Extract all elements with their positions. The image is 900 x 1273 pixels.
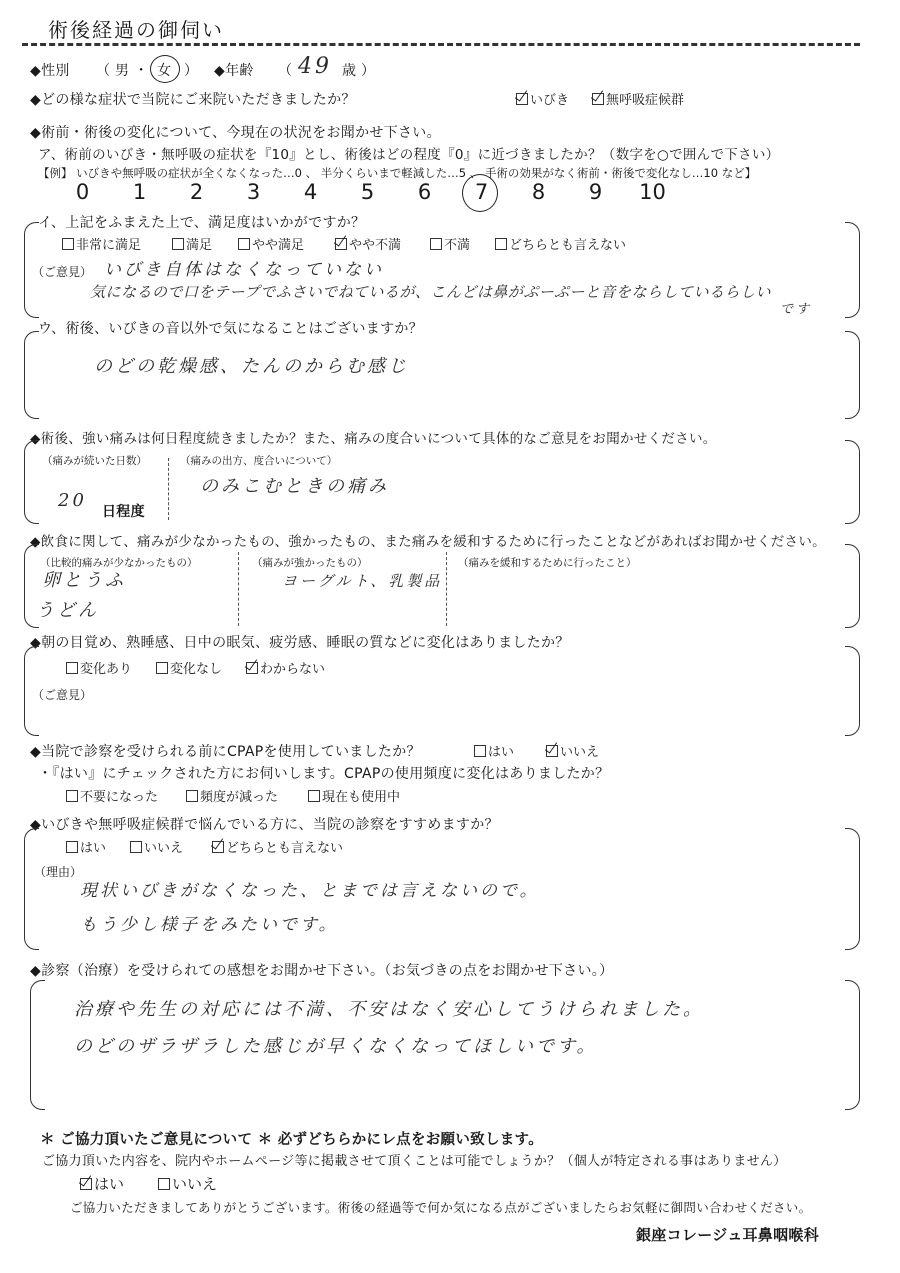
q1-option-apnea[interactable] [592, 89, 684, 108]
q7-text: ◆朝の目覚め、熟睡感、日中の眠気、疲労感、睡眠の質などに変化はありましたか？ [30, 635, 570, 651]
sex-label: ◆性別 [30, 63, 70, 79]
scale-5[interactable]: 5 [360, 180, 375, 204]
q9-option-label: どちらとも言えない [226, 841, 344, 856]
footer-thanks: ご協力いただきましてありがとうございます。術後の経過等で何か気になる点がございましたらお気軽に御問い合わせください。 [70, 1200, 812, 1215]
q6-col3-label: （痛みを緩和するために行ったこと） [458, 557, 637, 569]
scale-2[interactable]: 2 [189, 180, 204, 204]
q8-sub-option-2[interactable] [308, 786, 400, 805]
q7-option-label: 変化なし [170, 662, 223, 677]
q3-text: イ、上記をふまえた上で、満足度はいかがですか？ [38, 215, 366, 231]
scale-7[interactable]: 7 [474, 180, 489, 204]
checkbox-icon[interactable] [516, 93, 528, 105]
checkbox-icon[interactable] [66, 841, 78, 853]
q6-col1-label: （比較的痛みが少なかったもの） [40, 557, 198, 569]
q9-option-label: はい [80, 841, 107, 856]
scale-4[interactable]: 4 [303, 180, 318, 204]
age-label: ◆年齢 [214, 63, 254, 79]
sex-close: ） [184, 63, 199, 79]
q8-sub-option-label: 頻度が減った [200, 790, 279, 805]
checkbox-icon[interactable] [238, 238, 250, 250]
age-value[interactable]: 49 [298, 54, 332, 79]
scale-1[interactable]: 1 [132, 180, 147, 204]
checkbox-icon[interactable] [430, 238, 442, 250]
checkbox-icon[interactable] [158, 1178, 170, 1190]
q8-sub-option-label: 現在も使用中 [322, 790, 401, 805]
q6-col2-label: （痛みが強かったもの） [252, 557, 368, 569]
q5-text: ◆術後、強い痛みは何日程度続きましたか？また、痛みの度合いについて具体的なご意見をお聞かせください。 [30, 431, 717, 447]
q6-divider-2 [446, 552, 447, 626]
q9-option-0[interactable] [66, 837, 106, 856]
q3-option-0[interactable] [62, 234, 141, 253]
scale-0[interactable]: 0 [75, 180, 90, 204]
q2-sub: ア、術前のいびき・無呼吸の症状を『10』とし、術後はどの程度『0』に近づきましたか？（数字を○で囲んで下さい） [38, 147, 780, 163]
checkbox-icon[interactable] [172, 238, 184, 250]
checkbox-icon[interactable] [130, 841, 142, 853]
q9-option-label: いいえ [144, 841, 184, 856]
q8-sub-option-0[interactable] [66, 786, 158, 805]
checkbox-icon[interactable] [546, 745, 558, 757]
q7-comment-label: （ご意見） [32, 688, 93, 702]
q10-answer-line[interactable]: 治療や先生の対応には不満、不安はなく安心してうけられました。 [74, 999, 704, 1020]
footer-question: ご協力頂いた内容を、院内やホームページ等に掲載させて頂くことは可能でしょうか？（個人が特定される事はありません） [42, 1154, 787, 1169]
q8-text: ◆当院で診察を受けられる前にCPAPを使用していましたか？ [30, 744, 421, 760]
q1-option-snoring[interactable] [516, 89, 569, 108]
q6-divider-1 [238, 552, 239, 626]
q5-divider [168, 458, 169, 520]
scale-6[interactable]: 6 [417, 180, 432, 204]
q8-sub-option-1[interactable] [186, 786, 278, 805]
q2-example: 【例】 いびきや無呼吸の症状が全くなくなった…0 、 半分くらいまで軽減した…5 、 手術の効果がなく術前・術後で変化なし…10 など】 [38, 166, 757, 180]
footer-option-label: はい [94, 1175, 125, 1193]
sex-female-option[interactable]: 女 [157, 63, 172, 79]
q7-option-0[interactable] [66, 658, 132, 677]
q8-sub-option-label: 不要になった [80, 790, 159, 805]
checkbox-icon[interactable] [246, 662, 258, 674]
scale-selected-circle [462, 174, 498, 212]
q8-option-no[interactable] [546, 741, 599, 760]
scale-9[interactable]: 9 [588, 180, 603, 204]
age-unit: 歳 ） [342, 63, 376, 79]
q9-reason-line[interactable]: もう少し様子をみたいです。 [80, 915, 339, 935]
q8-option-label: いいえ [560, 745, 600, 760]
page-title: 術後経過の御伺い [48, 18, 224, 42]
q7-option-2[interactable] [246, 658, 325, 677]
footer-option-label: いいえ [172, 1175, 218, 1193]
q4-text: ウ、術後、いびきの音以外で気になることはございますか？ [38, 321, 423, 337]
q9-option-2[interactable] [212, 837, 343, 856]
footer-option-no[interactable] [158, 1173, 217, 1194]
q5-days-unit: 日程度 [102, 504, 145, 520]
checkbox-icon[interactable] [474, 745, 486, 757]
q2-scale [54, 180, 681, 204]
q10-answer-line[interactable]: のどのザラザラした感じが早くなくなってほしいです。 [74, 1036, 598, 1057]
q5-days-value[interactable]: 20 [58, 490, 87, 511]
q7-comment-box [24, 646, 860, 736]
q5-days-label: （痛みが続いた日数） [42, 455, 147, 467]
q3-comment-line[interactable]: いびき自体はなくなっていない [104, 260, 384, 280]
q9-text: ◆いびきや無呼吸症候群で悩んでいる方に、当院の診察をすすめますか？ [30, 817, 499, 833]
q3-comment-line[interactable]: です [780, 302, 813, 317]
checkbox-icon[interactable] [80, 1178, 92, 1190]
q4-answer[interactable]: のどの乾燥感、たんのからむ感じ [94, 356, 409, 377]
checkbox-icon[interactable] [308, 790, 320, 802]
q3-option-label: 非常に満足 [76, 238, 142, 253]
checkbox-icon[interactable] [335, 238, 347, 250]
q7-option-label: わからない [260, 662, 326, 677]
q1-option-label: 無呼吸症候群 [606, 93, 685, 108]
age-open: （ [278, 63, 293, 79]
q3-option-label: やや満足 [252, 238, 305, 253]
q3-option-3[interactable] [335, 234, 401, 253]
checkbox-icon[interactable] [62, 238, 74, 250]
q6-text: ◆飲食に関して、痛みが少なかったもの、強かったもの、また痛みを緩和するために行ったことなどがあればお聞かせください。 [30, 534, 826, 550]
checkbox-icon[interactable] [495, 238, 507, 250]
q8-sub: ・『はい』にチェックされた方にお伺いします。CPAPの使用頻度に変化はありましたか？ [38, 766, 610, 782]
q5-pain-value[interactable]: のみこむときの痛み [200, 476, 389, 497]
q9-reason-line[interactable]: 現状いびきがなくなった、とまでは言えないので。 [80, 881, 540, 901]
q3-comment-label: （ご意見） [32, 265, 93, 279]
checkbox-icon[interactable] [66, 790, 78, 802]
q6-col2-line[interactable]: ヨーグルト、乳製品 [282, 572, 443, 590]
q1-option-label: いびき [530, 93, 570, 108]
q6-col1-line[interactable]: うどん [36, 600, 99, 621]
footer-option-yes[interactable] [80, 1173, 124, 1194]
q3-option-1[interactable] [172, 234, 212, 253]
footer-note: ＊ ご協力頂いたご意見について ＊ 必ずどちらかにレ点をお願い致します。 [40, 1132, 543, 1148]
q7-option-1[interactable] [156, 658, 222, 677]
checkbox-icon[interactable] [156, 662, 168, 674]
q3-option-2[interactable] [238, 234, 304, 253]
q3-option-label: やや不満 [349, 238, 402, 253]
q3-option-4[interactable] [430, 234, 470, 253]
q5-answer-box [24, 440, 860, 524]
q3-option-label: 満足 [186, 238, 213, 253]
sex-selected-circle [150, 55, 180, 83]
scale-3[interactable]: 3 [246, 180, 261, 204]
q10-text: ◆診察（治療）を受けられての感想をお聞かせ下さい。（お気づきの点をお聞かせ下さい。） [30, 963, 614, 979]
q9-reason-label: （理由） [34, 865, 83, 879]
q1-text: ◆どの様な症状で当院にご来院いただきましたか？ [30, 92, 356, 108]
q2-text: ◆術前・術後の変化について、今現在の状況をお聞かせ下さい。 [30, 125, 441, 141]
checkbox-icon[interactable] [66, 662, 78, 674]
q9-option-1[interactable] [130, 837, 183, 856]
q8-option-label: はい [488, 745, 515, 760]
title-underline [22, 43, 860, 46]
q3-option-5[interactable] [495, 234, 626, 253]
sex-male-option[interactable]: （ 男 ・ [96, 63, 149, 79]
q3-comment-line[interactable]: 気になるので口をテープでふさいでねているが、こんどは鼻がぷーぷーと音をならしているらしい [90, 283, 772, 301]
q3-option-label: どちらとも言えない [509, 238, 627, 253]
q8-option-yes[interactable] [474, 741, 514, 760]
scale-10[interactable]: 10 [639, 180, 666, 204]
q7-option-label: 変化あり [80, 662, 133, 677]
clinic-name: 銀座コレージュ耳鼻咽喉科 [636, 1226, 820, 1244]
checkbox-icon[interactable] [186, 790, 198, 802]
q3-option-label: 不満 [444, 238, 471, 253]
checkbox-icon[interactable] [212, 841, 224, 853]
checkbox-icon[interactable] [592, 93, 604, 105]
q5-pain-label: （痛みの出方、度合いについて） [180, 455, 338, 467]
q6-col1-line[interactable]: 卵とうふ [42, 570, 126, 591]
scale-8[interactable]: 8 [531, 180, 546, 204]
